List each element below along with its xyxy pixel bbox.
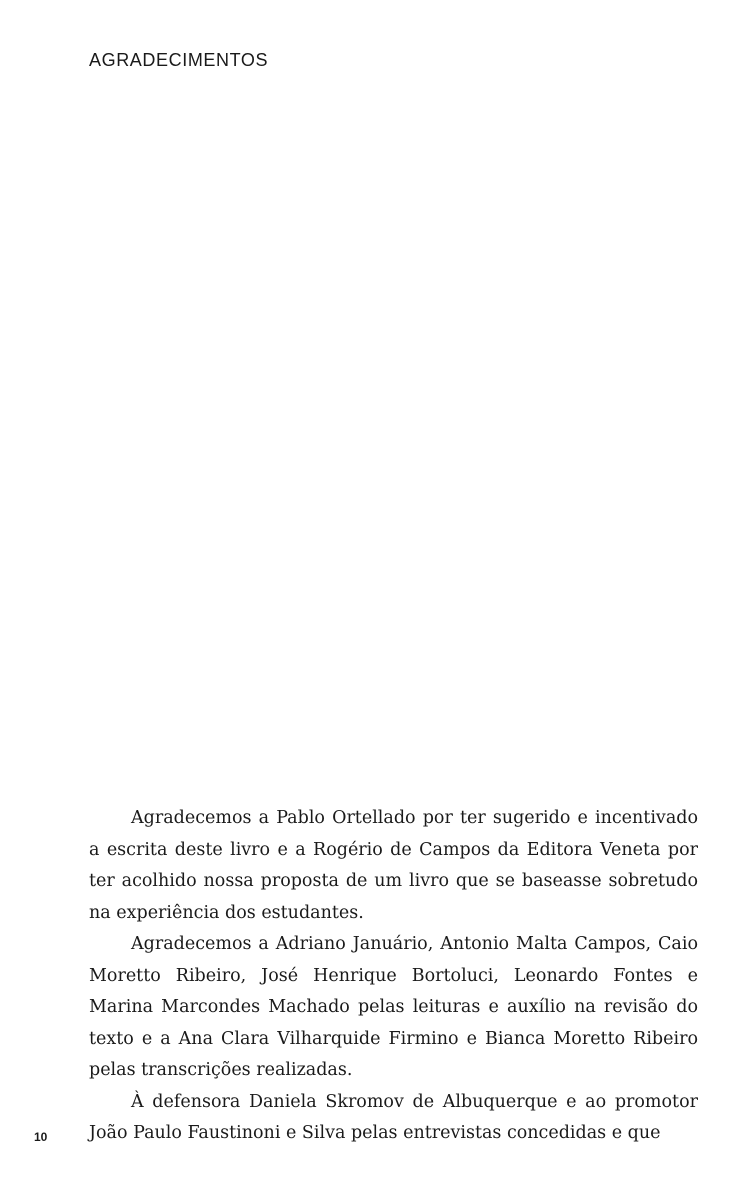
acknowledgements-body: [89, 803, 698, 1150]
page-number: 10: [34, 1130, 48, 1144]
paragraph-3: À defensora Daniela Skromov de Albuquerque e ao promotor João Paulo Faustinoni e Silva pelas entrevistas concedidas e que: [89, 1091, 698, 1143]
running-head: AGRADECIMENTOS: [89, 50, 269, 70]
paragraph-1: Agradecemos a Pablo Ortellado por ter sugerido e incentivado a escrita deste livro e a Rogério de Campos da Editora Veneta por ter acolhido nossa proposta de um livro que se baseasse sobretudo na experiência dos estudantes.: [89, 808, 698, 923]
paragraph-2: Agradecemos a Adriano Januário, Antonio Malta Campos, Caio Moretto Ribeiro, José Henrique Bortoluci, Leonardo Fontes e Marina Marcondes Machado pelas leituras e auxílio na revisão do texto e a Ana Clara Vilharquide Firmino e Bianca Moretto Ribeiro pelas transcrições realizadas.: [89, 934, 698, 1080]
